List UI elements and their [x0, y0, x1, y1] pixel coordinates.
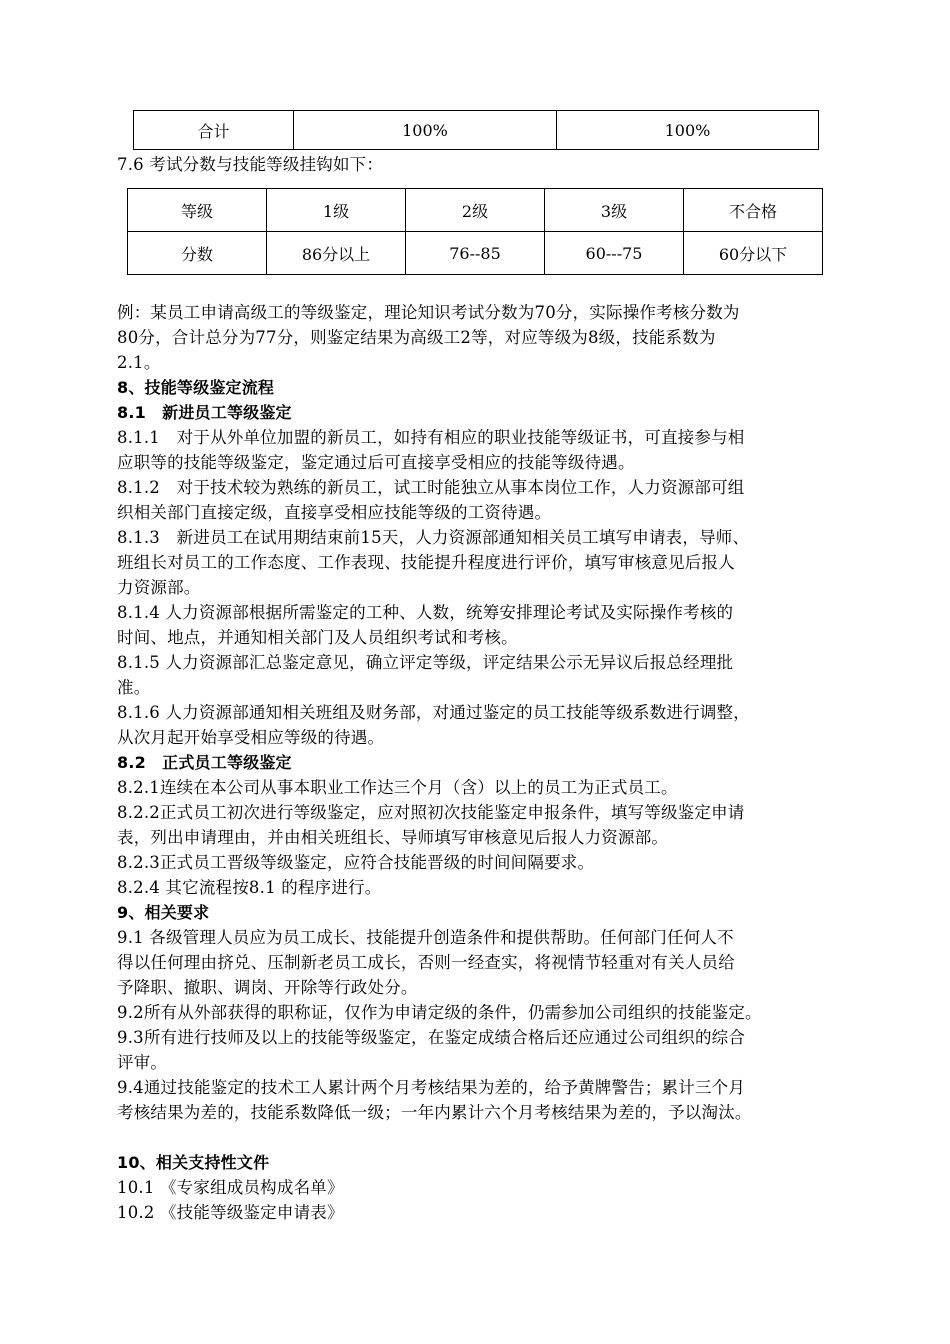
paragraph-line: 9.3所有进行技师及以上的技能等级鉴定，在鉴定成绩合格后还应通过公司组织的综合	[117, 1028, 746, 1047]
table-cell: 2级	[406, 189, 545, 232]
table-cell: 3级	[545, 189, 684, 232]
table-cell: 60分以下	[684, 232, 823, 275]
paragraph-line: 应职等的技能等级鉴定，鉴定通过后可直接享受相应的技能等级待遇。	[117, 453, 635, 472]
section-9-heading: 9、相关要求	[117, 903, 210, 922]
total-table	[133, 110, 819, 150]
table-cell: 100%	[294, 111, 557, 150]
paragraph-line: 织相关部门直接定级，直接享受相应技能等级的工资待遇。	[117, 503, 552, 522]
list-item: 10.2 《技能等级鉴定申请表》	[117, 1203, 344, 1222]
paragraph-line: 8.1.6 人力资源部通知相关班组及财务部，对通过鉴定的员工技能等级系数进行调整，	[117, 703, 750, 722]
paragraph-line: 8.1.1 对于从外单位加盟的新员工，如持有相应的职业技能等级证书，可直接参与相	[117, 428, 745, 447]
paragraph-line: 评审。	[117, 1053, 168, 1072]
table-cell: 1级	[267, 189, 406, 232]
table-cell: 100%	[557, 111, 819, 150]
section-7-6-text: 7.6 考试分数与技能等级挂钩如下：	[117, 155, 384, 174]
paragraph-line: 表，列出申请理由，并由相关班组长、导师填写审核意见后报人力资源部。	[117, 828, 669, 847]
table-cell: 合计	[134, 111, 294, 150]
table-cell: 等级	[128, 189, 267, 232]
table-cell: 分数	[128, 232, 267, 275]
paragraph-line: 8.1.4 人力资源部根据所需鉴定的工种、人数，统筹安排理论考试及实际操作考核的	[117, 603, 734, 622]
section-8-2-heading: 8.2 正式员工等级鉴定	[117, 753, 292, 772]
table-row	[128, 189, 823, 232]
example-line: 例：某员工申请高级工的等级鉴定，理论知识考试分数为70分，实际操作考核分数为	[117, 303, 740, 322]
paragraph-line: 9.2所有从外部获得的职称证，仅作为申请定级的条件，仍需参加公司组织的技能鉴定。	[117, 1003, 762, 1022]
paragraph-line: 8.1.3 新进员工在试用期结束前15天，人力资源部通知相关员工填写申请表，导师、	[117, 528, 750, 547]
paragraph-line: 准。	[117, 678, 151, 697]
paragraph-line: 8.2.4 其它流程按8.1 的程序进行。	[117, 878, 382, 897]
paragraph-line: 8.2.2正式员工初次进行等级鉴定，应对照初次技能鉴定申报条件，填写等级鉴定申请	[117, 803, 745, 822]
table-cell: 76--85	[406, 232, 545, 275]
section-10-heading: 10、相关支持性文件	[117, 1153, 270, 1172]
paragraph-line: 9.1 各级管理人员应为员工成长、技能提升创造条件和提供帮助。任何部门任何人不	[117, 928, 734, 947]
table-row	[134, 111, 819, 150]
paragraph-line: 8.1.5 人力资源部汇总鉴定意见，确立评定等级，评定结果公示无异议后报总经理批	[117, 653, 734, 672]
paragraph-line: 从次月起开始享受相应等级的待遇。	[117, 728, 385, 747]
paragraph-line: 8.1.2 对于技术较为熟练的新员工，试工时能独立从事本岗位工作，人力资源部可组	[117, 478, 745, 497]
grade-score-table	[127, 188, 823, 275]
example-line: 2.1。	[117, 353, 161, 372]
table-row	[128, 232, 823, 275]
paragraph-line: 得以任何理由挤兑、压制新老员工成长，否则一经查实，将视情节轻重对有关人员给	[117, 953, 735, 972]
paragraph-line: 时间、地点，并通知相关部门及人员组织考试和考核。	[117, 628, 518, 647]
table-cell: 不合格	[684, 189, 823, 232]
section-8-heading: 8、技能等级鉴定流程	[117, 378, 275, 397]
paragraph-line: 力资源部。	[117, 578, 201, 597]
paragraph-line: 班组长对员工的工作态度、工作表现、技能提升程度进行评价，填写审核意见后报人	[117, 553, 735, 572]
table-cell: 86分以上	[267, 232, 406, 275]
example-line: 80分，合计总分为77分，则鉴定结果为高级工2等，对应等级为8级，技能系数为	[117, 328, 716, 347]
paragraph-line: 8.2.3正式员工晋级等级鉴定，应符合技能晋级的时间间隔要求。	[117, 853, 595, 872]
paragraph-line: 予降职、撤职、调岗、开除等行政处分。	[117, 978, 418, 997]
paragraph-line: 考核结果为差的，技能系数降低一级；一年内累计六个月考核结果为差的，予以淘汰。	[117, 1103, 752, 1122]
paragraph-line: 9.4通过技能鉴定的技术工人累计两个月考核结果为差的，给予黄牌警告；累计三个月	[117, 1078, 746, 1097]
table-cell: 60---75	[545, 232, 684, 275]
section-8-1-heading: 8.1 新进员工等级鉴定	[117, 403, 292, 422]
paragraph-line: 8.2.1连续在本公司从事本职业工作达三个月（含）以上的员工为正式员工。	[117, 778, 678, 797]
list-item: 10.1 《专家组成员构成名单》	[117, 1178, 344, 1197]
